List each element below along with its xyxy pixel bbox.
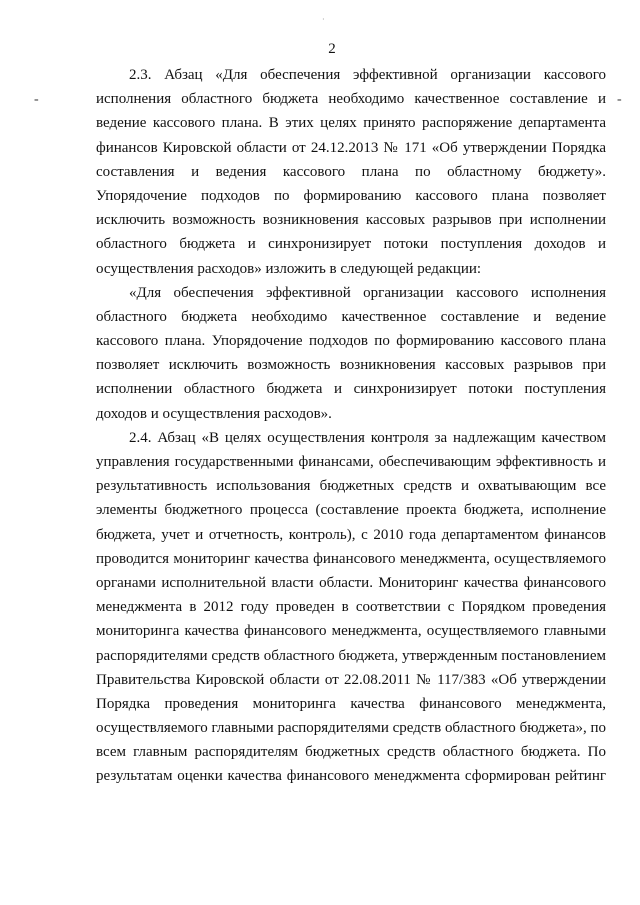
text-line: осуществления расходов» изложить в следующей редакции: (96, 260, 482, 277)
text-line: результативность использования бюджетных средств и охватывающим все (96, 478, 606, 495)
left-margin-mark: - (34, 92, 39, 107)
paragraph-2-3-quote (96, 281, 606, 426)
text-line: Упорядочение подходов по формированию кассового плана позволяет (96, 187, 606, 204)
text-line: областного бюджета необходимо качественное составление и ведение (96, 308, 606, 325)
text-line: исключить возможность возникновения кассовых разрывов при исполнении (96, 212, 606, 229)
text-line: Правительства Кировской области от 22.08.2011 № 117/383 «Об утверждении (96, 671, 606, 688)
text-line: менеджмента в 2012 году проведен в соответствии с Порядком проведения (96, 599, 606, 616)
page-number: 2 (328, 41, 336, 57)
text-line: элементы бюджетного процесса (составление проекта бюджета, исполнение (96, 502, 606, 519)
text-line: кассового плана. Упорядочение подходов по формированию кассового плана (96, 333, 606, 350)
top-margin-mark: · (322, 15, 325, 24)
paragraph-2-3 (96, 63, 606, 281)
text-line: управления государственными финансами, обеспечивающим эффективность и (96, 454, 606, 470)
paragraph-2-4 (96, 426, 606, 789)
text-line: исполнении областного бюджета и синхронизирует потоки поступления (96, 381, 606, 398)
text-line: финансов Кировской области от 24.12.2013 № 171 «Об утверждении Порядка (96, 139, 606, 156)
text-line: проводится мониторинг качества финансового менеджмента, осуществляемого (96, 550, 606, 567)
text-line: 2.3. Абзац «Для обеспечения эффективной организации кассового (129, 67, 606, 83)
text-line: результатам оценки качества финансового менеджмента сформирован рейтинг (96, 768, 606, 785)
text-line: органами исполнительной власти области. Мониторинг качества финансового (96, 574, 606, 591)
text-line: всем главным распорядителям бюджетных средств областного бюджета. По (96, 744, 606, 761)
text-line: мониторинга качества финансового менеджмента, осуществляемого главными (96, 623, 606, 640)
text-line: ведение кассового плана. В этих целях принято распоряжение департамента (96, 115, 606, 132)
text-line: 2.4. Абзац «В целях осуществления контроля за надлежащим качеством (129, 429, 606, 446)
text-line: «Для обеспечения эффективной организации кассового исполнения (129, 284, 606, 301)
text-line: осуществляемого главными распорядителями средств областного бюджета», по (96, 720, 606, 737)
text-line: доходов и осуществления расходов». (96, 405, 332, 422)
text-line: распорядителями средств областного бюджета, утвержденным постановлением (96, 647, 606, 664)
text-line: составления и ведения кассового плана по областному бюджету». (96, 163, 606, 180)
text-line: позволяет исключить возможность возникновения кассовых разрывов при (96, 357, 606, 374)
text-line: Порядка проведения мониторинга качества финансового менеджмента, (96, 695, 606, 712)
text-line: бюджета, учет и отчетность, контроль), с 2010 года департаментом финансов (96, 526, 606, 543)
right-margin-mark: - (617, 92, 622, 107)
text-line: исполнения областного бюджета необходимо качественное составление и (96, 91, 606, 108)
document-body (96, 63, 606, 789)
text-line: областного бюджета и синхронизирует потоки поступления доходов и (96, 236, 606, 253)
